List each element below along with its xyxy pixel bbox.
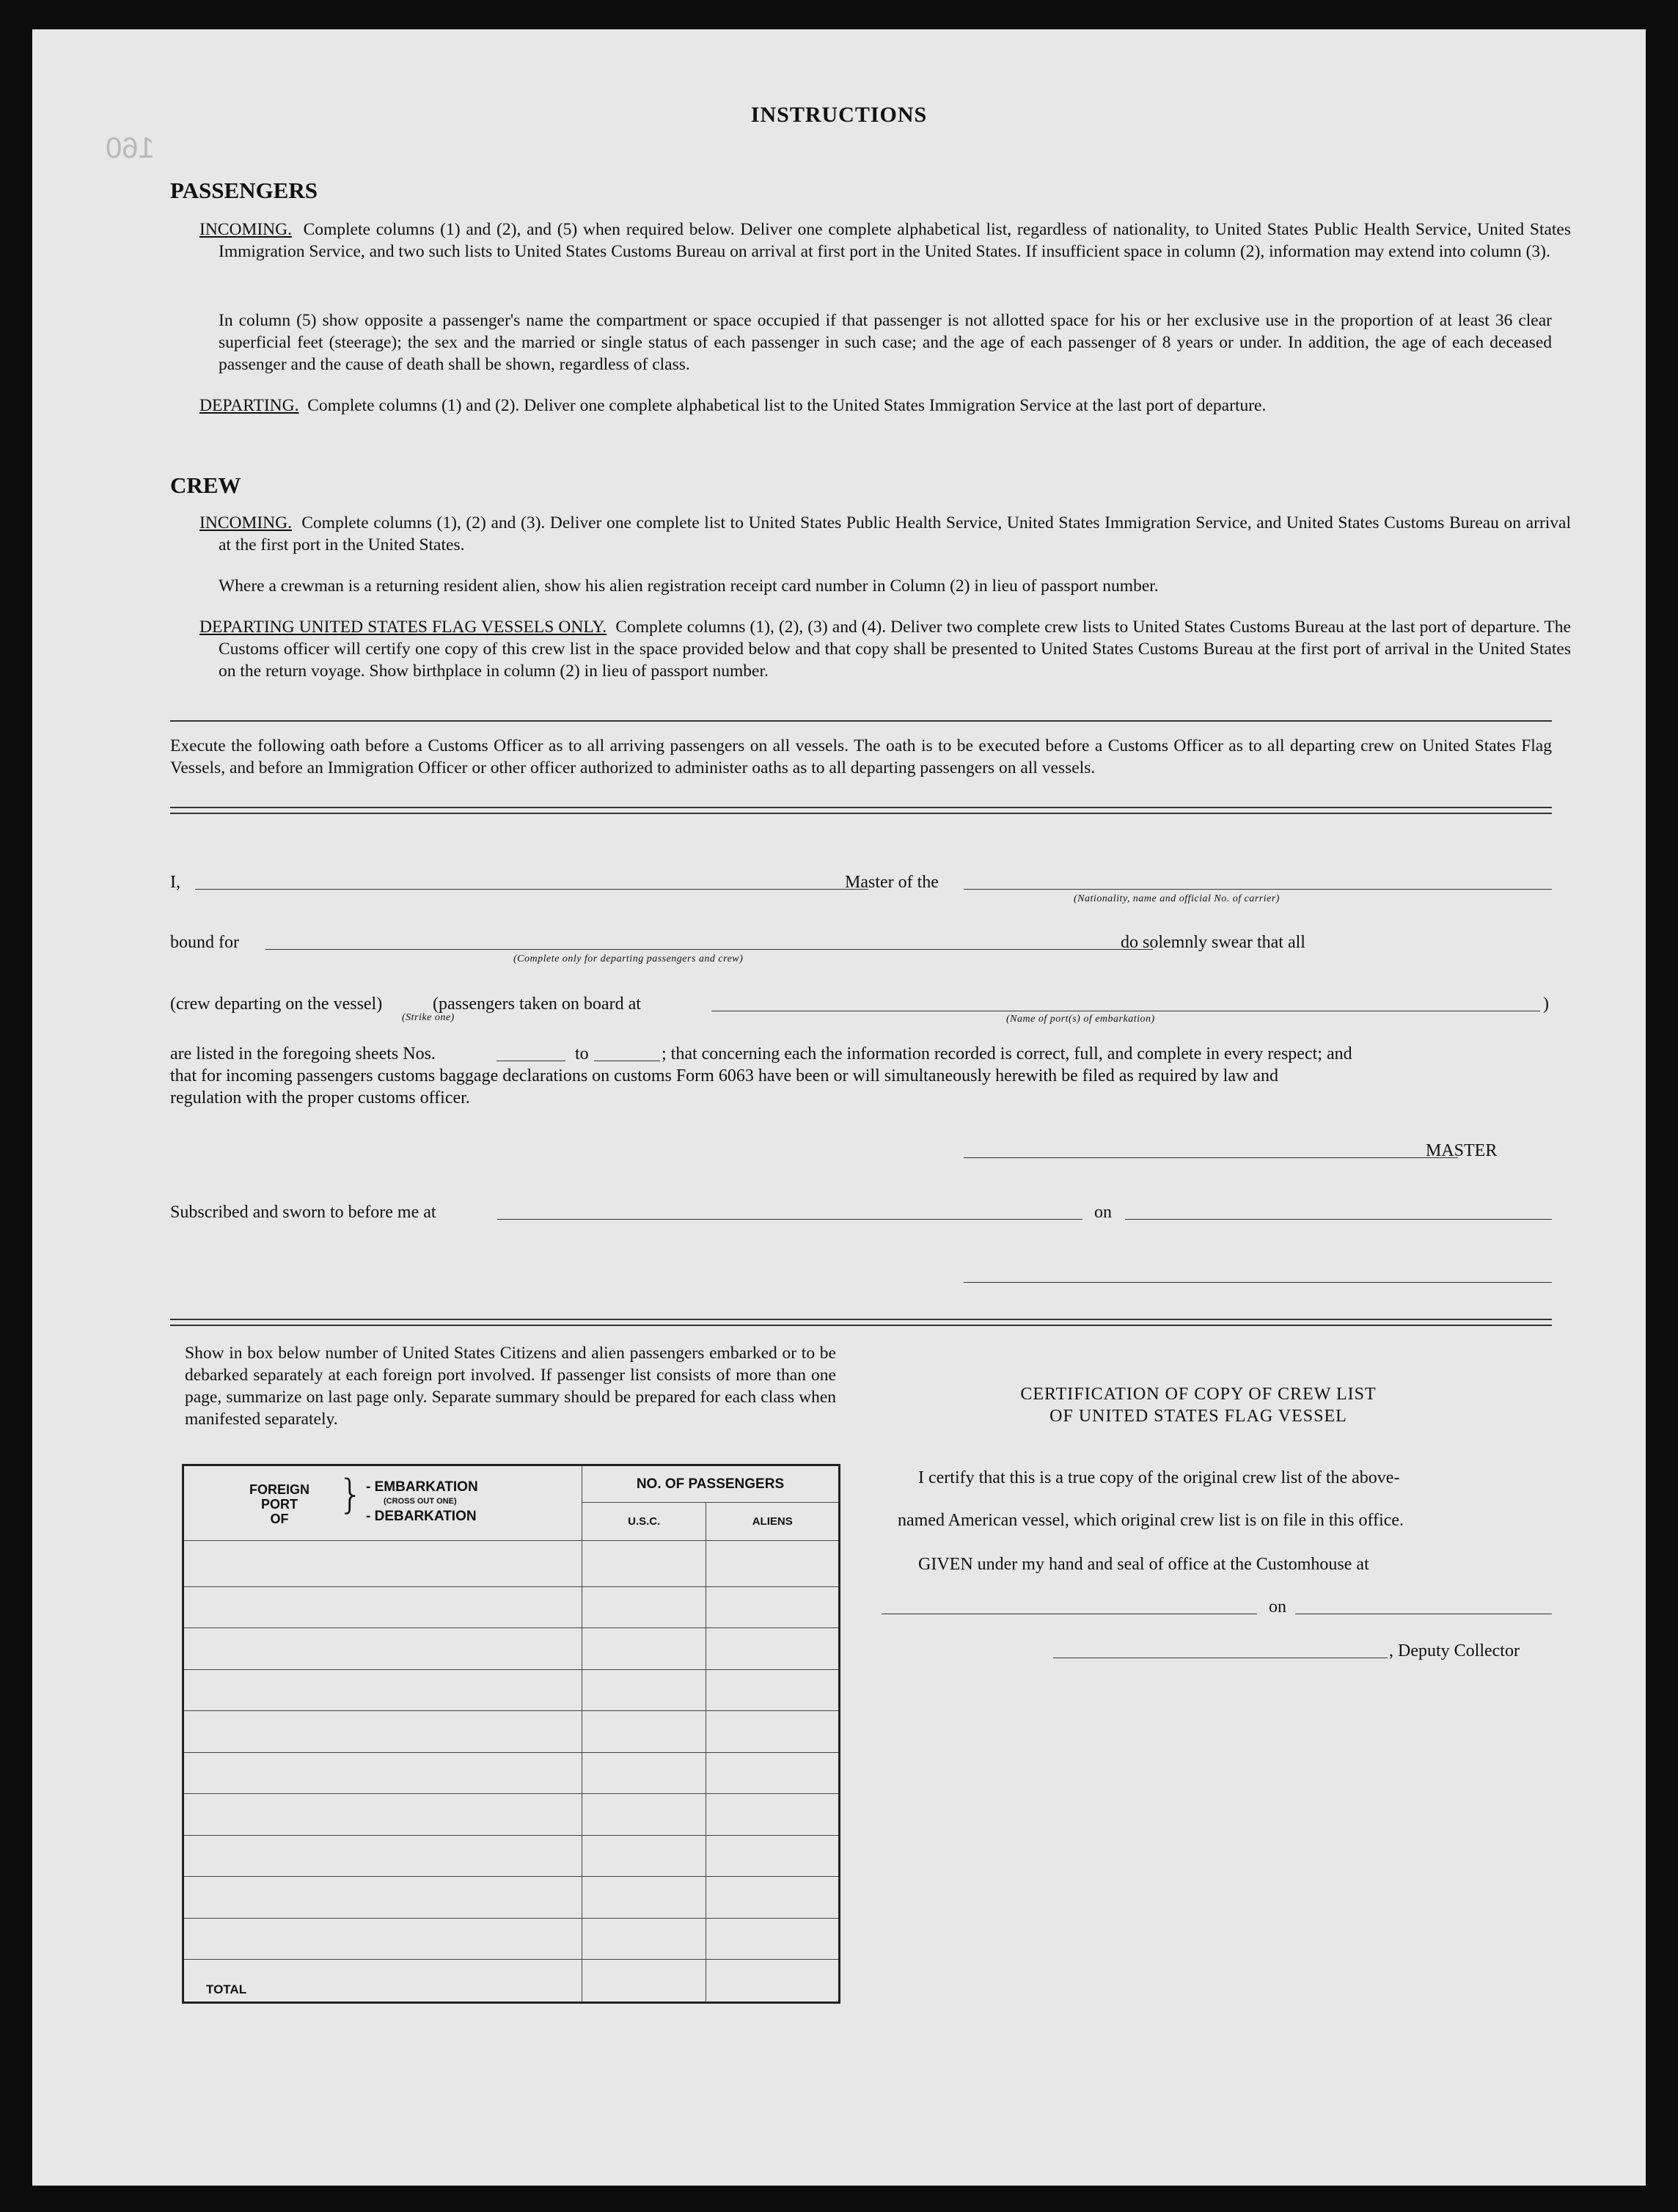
double-rule-top [170, 807, 1552, 814]
listed-sheets-suffix: ; that concerning each the information recorded is correct, full, and complete in every respect; and [662, 1044, 1352, 1063]
master-name-field[interactable] [195, 889, 868, 890]
crew-incoming-paragraph [199, 512, 1571, 556]
crew-resident-paragraph: Where a crewman is a returning resident alien, show his alien registration receipt card number in Column (2) in lieu of passport number. [219, 576, 1159, 596]
total-usc-cell[interactable] [582, 1960, 706, 2003]
certification-title-line-2: OF UNITED STATES FLAG VESSEL [1049, 1407, 1347, 1426]
port-header-cell [183, 1465, 582, 1541]
aliens-cell[interactable] [706, 1877, 840, 1919]
port-cell[interactable] [183, 1835, 582, 1877]
summary-instruction: Show in box below number of United States Citizens and alien passengers embarked or to be debarked separately at each foreign port involved. If passenger list consists of more than one page, summarize on last page only. Separate summary should be prepared for each class when manifested separately. [185, 1344, 836, 1429]
aliens-cell[interactable] [706, 1669, 840, 1711]
cross-out-note: (CROSS OUT ONE) [384, 1497, 457, 1506]
usc-cell[interactable] [582, 1835, 706, 1877]
certification-on-label: on [1269, 1597, 1286, 1616]
subscribed-place-field[interactable] [497, 1219, 1082, 1220]
usc-cell[interactable] [582, 1628, 706, 1670]
master-of-the-label: Master of the [845, 873, 939, 892]
listed-sheets-prefix: are listed in the foregoing sheets Nos. [170, 1044, 436, 1063]
bleed-through-number: 160 [106, 132, 155, 164]
master-signature-field[interactable] [964, 1157, 1458, 1158]
crew-incoming-text: Complete columns (1), (2) and (3). Deliver one complete list to United States Public Health Service, United States Immigration Service, and United States Customs Bureau on arrival at the first port in the United States. [219, 513, 1572, 554]
port-cell[interactable] [183, 1794, 582, 1836]
carrier-caption: (Nationality, name and official No. of carrier) [1074, 893, 1280, 904]
listed-sheets-to: to [575, 1044, 589, 1063]
aliens-header: ALIENS [706, 1503, 840, 1540]
crew-departing-option: (crew departing on the vessel) [170, 995, 383, 1014]
oath-instruction: Execute the following oath before a Customs Officer as to all arriving passengers on all vessels. The oath is to be executed before a Customs Officer as to all departing crew on United States Flag Vessels, and before an Immigration Officer or other officer authorized to administer oaths as to all departing passengers on all vessels. [170, 736, 1552, 777]
passengers-count-header: NO. OF PASSENGERS [582, 1465, 839, 1503]
subscribed-label: Subscribed and sworn to before me at [170, 1203, 436, 1222]
aliens-cell[interactable] [706, 1752, 840, 1794]
passengers-departing-text: Complete columns (1) and (2). Deliver one complete alphabetical list to the United States Immigration Service at the last port of departure. [307, 396, 1267, 415]
port-cell[interactable] [183, 1628, 582, 1670]
bound-for-caption: (Complete only for departing passengers and crew) [513, 953, 744, 964]
usc-cell[interactable] [582, 1586, 706, 1628]
ports-caption: (Name of port(s) of embarkation) [1006, 1014, 1155, 1025]
port-cell[interactable] [183, 1752, 582, 1794]
aliens-cell[interactable] [706, 1794, 840, 1836]
usc-header: U.S.C. [582, 1503, 706, 1540]
subscribed-on-label: on [1094, 1203, 1112, 1222]
ports-close-paren: ) [1543, 995, 1549, 1014]
crew-heading: CREW [170, 472, 241, 498]
aliens-cell[interactable] [706, 1711, 840, 1753]
passengers-departing-paragraph [199, 395, 1571, 417]
aliens-cell[interactable] [706, 1540, 840, 1586]
port-cell[interactable] [183, 1711, 582, 1753]
port-cell[interactable] [183, 1877, 582, 1919]
crew-departing-text: Complete columns (1), (2), (3) and (4). Deliver two complete crew lists to United States Customs Bureau at the last port of departure. The Customs officer will certify one copy of this crew list in the space provided below and that copy shall be presented to United States Customs Bureau at the first port of arrival in the United States on the return voyage. Show birthplace in column (2) in lieu of passport number. [219, 618, 1571, 681]
brace-glyph: } [338, 1471, 364, 1518]
subscribed-date-field[interactable] [1125, 1219, 1552, 1220]
aliens-cell[interactable] [706, 1628, 840, 1670]
certification-line-1: I certify that this is a true copy of the original crew list of the above- [918, 1468, 1400, 1487]
port-cell[interactable] [183, 1918, 582, 1960]
certification-title [934, 1383, 1462, 1427]
oath-i: I, [170, 873, 180, 892]
passengers-heading: PASSENGERS [170, 177, 318, 203]
officer-signature-field[interactable] [964, 1282, 1552, 1283]
aliens-cell[interactable] [706, 1835, 840, 1877]
total-aliens-cell[interactable] [706, 1960, 840, 2003]
certification-line-3: GIVEN under my hand and seal of office at the Customhouse at [918, 1555, 1369, 1574]
aliens-cell[interactable] [706, 1586, 840, 1628]
bound-for-label: bound for [170, 933, 239, 952]
port-cell[interactable] [183, 1586, 582, 1628]
debarkation-header: - DEBARKATION [366, 1509, 477, 1525]
aliens-cell[interactable] [706, 1918, 840, 1960]
passenger-summary-table [182, 1464, 840, 2004]
usc-cell[interactable] [582, 1752, 706, 1794]
passengers-taken-option: (passengers taken on board at [433, 995, 641, 1014]
passengers-incoming-label: INCOMING. [199, 220, 292, 239]
certification-line-2: named American vessel, which original crew list is on file in this office. [898, 1511, 1404, 1530]
usc-cell[interactable] [582, 1711, 706, 1753]
passengers-column5-paragraph: In column (5) show opposite a passenger's name the compartment or space occupied if that passenger is not allotted space for his or her exclusive use in the proportion of at least 36 clear superficial feet (steerage); the sex and the married or single status of each passenger in such case; and the age of each passenger of 8 years or under. In addition, the age of each deceased passenger and the cause of death shall be shown, regardless of class. [219, 311, 1552, 374]
port-cell[interactable] [183, 1540, 582, 1586]
usc-cell[interactable] [582, 1669, 706, 1711]
bound-for-field[interactable] [265, 949, 1153, 950]
document-page [32, 29, 1646, 2186]
passengers-departing-label: DEPARTING. [199, 396, 299, 415]
usc-cell[interactable] [582, 1918, 706, 1960]
master-label: MASTER [1426, 1141, 1498, 1160]
total-label: TOTAL [183, 1960, 582, 2003]
passengers-incoming-paragraph [199, 219, 1571, 263]
certification-title-line-1: CERTIFICATION OF COPY OF CREW LIST [1020, 1385, 1377, 1404]
port-cell[interactable] [183, 1669, 582, 1711]
listed-line-3: regulation with the proper customs officer. [170, 1088, 470, 1107]
page-title: INSTRUCTIONS [750, 103, 928, 127]
crew-departing-label: DEPARTING UNITED STATES FLAG VESSELS ONLY. [199, 618, 607, 637]
swear-label: do solemnly swear that all [1121, 933, 1305, 952]
carrier-field[interactable] [964, 889, 1552, 890]
section-divider [170, 720, 1552, 722]
foreign-port-header: FOREIGN PORT OF [249, 1482, 309, 1527]
usc-cell[interactable] [582, 1794, 706, 1836]
strike-caption: (Strike one) [402, 1012, 455, 1023]
embarkation-header: - EMBARKATION [366, 1479, 478, 1495]
deputy-collector-label: , Deputy Collector [1389, 1641, 1520, 1660]
double-rule-bottom [170, 1319, 1552, 1326]
usc-cell[interactable] [582, 1877, 706, 1919]
crew-departing-paragraph [199, 616, 1571, 682]
usc-cell[interactable] [582, 1540, 706, 1586]
listed-line-2: that for incoming passengers customs baggage declarations on customs Form 6063 have been or will simultaneously herewith be filed as required by law and [170, 1066, 1278, 1085]
crew-incoming-label: INCOMING. [199, 513, 292, 532]
passengers-incoming-text: Complete columns (1) and (2), and (5) when required below. Deliver one complete alphabetical list, regardless of nationality, to United States Public Health Service, United States Immigration Service, and two such lists to United States Customs Bureau on arrival at first port in the United States. If insufficient space in column (2), information may extend into column (3). [219, 220, 1572, 261]
